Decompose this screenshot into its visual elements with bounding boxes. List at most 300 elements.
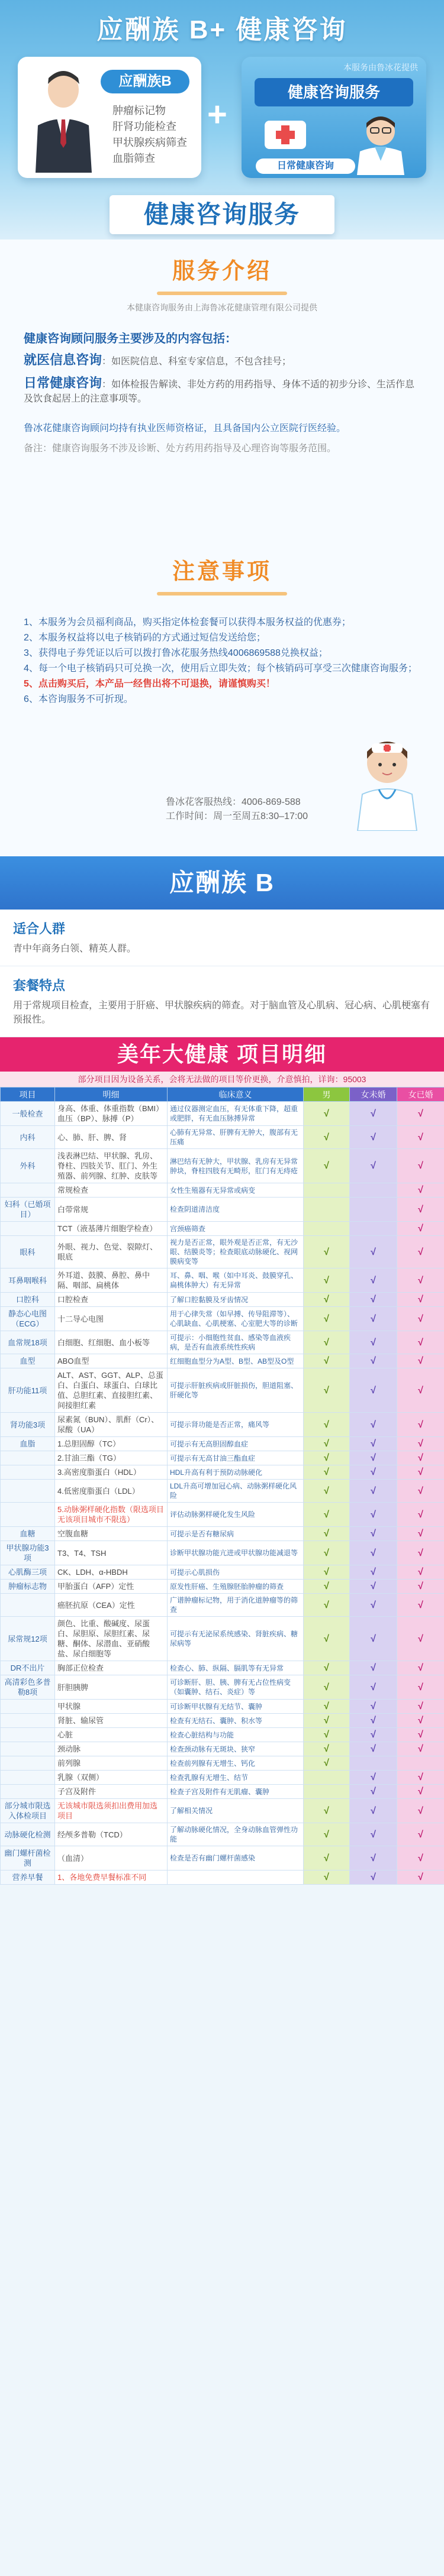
cell-female-unmarried: √ — [350, 1451, 397, 1465]
cell-female-unmarried — [350, 1222, 397, 1236]
table-row — [1, 1503, 444, 1527]
cell-female-married: √ — [397, 1785, 444, 1799]
package-features — [0, 966, 444, 1037]
cell-detail: 无该城市限选须扣出费用加选项目 — [55, 1799, 168, 1823]
table-row — [1, 1480, 444, 1503]
cell-detail: 1、各地免费早餐标准不同 — [55, 1870, 168, 1885]
cell-project: 肿瘤标志物 — [1, 1580, 55, 1594]
cell-male: √ — [304, 1268, 350, 1293]
cell-detail: CK、LDH、α-HBDH — [55, 1565, 168, 1580]
plus-sign: + — [207, 95, 227, 134]
service-qualification: 鲁冰花健康咨询顾问均持有执业医师资格证，且具备国内公立医院行医经验。 — [24, 423, 346, 433]
cell-female-married: √ — [397, 1771, 444, 1785]
cell-female-unmarried: √ — [350, 1728, 397, 1742]
service-provider-note: 本服务由鲁冰花提供 — [343, 63, 418, 72]
cell-female-married: √ — [397, 1594, 444, 1617]
item-detail-table — [0, 1087, 444, 1885]
cell-male: √ — [304, 1480, 350, 1503]
cell-project — [1, 1771, 55, 1785]
table-row — [1, 1437, 444, 1451]
cell-female-married: √ — [397, 1236, 444, 1268]
nurse-illustration — [346, 730, 429, 831]
cell-detail: ALT、AST、GGT、ALP、总蛋白、白蛋白、球蛋白、白球比值、总胆红素、直接胆红素、间接胆红素 — [55, 1368, 168, 1413]
table-row — [1, 1198, 444, 1222]
cell-male: √ — [304, 1661, 350, 1675]
cell-detail: 白细胞、红细胞、血小板等 — [55, 1331, 168, 1354]
cell-project: 高清彩色多普勒8项 — [1, 1675, 55, 1700]
info-text: 用于常规项目检查，主要用于肝癌、甲状腺疾病的筛查。对于脑血管及心肌病、冠心病、心肌梗塞有预报性。 — [13, 1001, 430, 1025]
cell-clinic: 检查子宫及附件有无肌瘤、囊肿 — [168, 1785, 304, 1799]
cell-project: 眼科 — [1, 1236, 55, 1268]
table-row — [1, 1675, 444, 1700]
table-row — [1, 1771, 444, 1785]
cell-female-married: √ — [397, 1268, 444, 1293]
cell-female-unmarried — [350, 1198, 397, 1222]
cell-project: 肾功能3项 — [1, 1413, 55, 1437]
cell-clinic — [168, 1870, 304, 1885]
cell-clinic: 红细胞血型分为A型、B型、AB型及O型 — [168, 1354, 304, 1368]
cell-clinic: 了解动脉硬化情况，全身动脉血管弹性功能 — [168, 1823, 304, 1846]
cell-female-unmarried: √ — [350, 1126, 397, 1149]
table-subtitle: 部分项目因为设备关系，会将无法做的项目等价更换，介意慎拍，详询：95003 — [0, 1072, 444, 1087]
cell-female-married: √ — [397, 1823, 444, 1846]
table-row — [1, 1354, 444, 1368]
service-question: 健康咨询顾问服务主要涉及的内容包括： — [24, 332, 237, 345]
table-title: 美年大健康 项目明细 — [0, 1037, 444, 1072]
cell-project: 肝功能11项 — [1, 1368, 55, 1413]
consult-service-label: 健康咨询服务 — [110, 195, 334, 234]
cell-clinic: 原发性肝癌、生殖腺胚胎肿瘤的筛查 — [168, 1580, 304, 1594]
cell-project: 血糖 — [1, 1527, 55, 1541]
table-row — [1, 1149, 444, 1183]
heading-underline — [157, 292, 287, 295]
cell-project: 血常规18项 — [1, 1331, 55, 1354]
cell-project: 营养早餐 — [1, 1870, 55, 1885]
cell-female-married: √ — [397, 1580, 444, 1594]
cell-clinic: 可提示肾功能是否正常，痛风等 — [168, 1413, 304, 1437]
cell-clinic: 可提示肝脏疾病或肝脏损伤，胆道阻塞、肝硬化等 — [168, 1368, 304, 1413]
cell-detail: 2.甘油三酯（TG） — [55, 1451, 168, 1465]
cell-project: 口腔科 — [1, 1293, 55, 1307]
cell-detail: 肾脏、输尿管 — [55, 1714, 168, 1728]
cell-male: √ — [304, 1846, 350, 1870]
cell-project — [1, 1465, 55, 1480]
table-row — [1, 1714, 444, 1728]
cell-detail: 口腔检查 — [55, 1293, 168, 1307]
cell-female-unmarried: √ — [350, 1714, 397, 1728]
cell-female-unmarried: √ — [350, 1354, 397, 1368]
cell-male: √ — [304, 1870, 350, 1885]
consult-service-card[interactable] — [242, 57, 426, 178]
cell-female-married: √ — [397, 1354, 444, 1368]
cell-female-married: √ — [397, 1714, 444, 1728]
cell-clinic: 检查阴道清洁度 — [168, 1198, 304, 1222]
service-item-text: ：如体检报告解读、非处方药的用药指导、身体不适的初步分诊、生活作息及饮食起居上的注意事项等。 — [24, 380, 415, 404]
doctor-illustration — [348, 110, 413, 175]
item-detail-table-section — [0, 1037, 444, 1885]
cell-female-married: √ — [397, 1183, 444, 1198]
info-heading: 适合人群 — [13, 921, 66, 936]
cell-male: √ — [304, 1728, 350, 1742]
table-row — [1, 1307, 444, 1331]
cell-project: DR不出片 — [1, 1661, 55, 1675]
cell-female-married: √ — [397, 1480, 444, 1503]
cell-male: √ — [304, 1756, 350, 1771]
cell-female-unmarried: √ — [350, 1785, 397, 1799]
cell-detail: 外耳道、鼓膜、鼻腔、鼻中隔、咽部、扁桃体 — [55, 1268, 168, 1293]
cell-male — [304, 1785, 350, 1799]
cell-male: √ — [304, 1700, 350, 1714]
cell-female-unmarried: √ — [350, 1527, 397, 1541]
table-row — [1, 1742, 444, 1756]
cell-clinic: 可提示有无泌尿系统感染、肾脏疾病、糖尿病等 — [168, 1617, 304, 1661]
cell-detail: 4.低密度脂蛋白（LDL） — [55, 1480, 168, 1503]
table-header-row — [1, 1088, 444, 1102]
cell-clinic: 检查颈动脉有无斑块、狭窄 — [168, 1742, 304, 1756]
cell-female-unmarried: √ — [350, 1480, 397, 1503]
cell-project — [1, 1222, 55, 1236]
cell-detail: 颜色、比重、酸碱度、尿蛋白、尿胆原、尿胆红素、尿糖、酮体、尿潜血、亚硝酸盐、尿白细胞等 — [55, 1617, 168, 1661]
hero-banner — [0, 0, 444, 240]
cell-detail: 心脏 — [55, 1728, 168, 1742]
table-row — [1, 1331, 444, 1354]
cell-male — [304, 1183, 350, 1198]
cell-male: √ — [304, 1451, 350, 1465]
cell-detail: T3、T4、TSH — [55, 1541, 168, 1565]
cell-detail: 1.总胆固醇（TC） — [55, 1437, 168, 1451]
cell-detail: 子宫及附件 — [55, 1785, 168, 1799]
cell-female-unmarried: √ — [350, 1236, 397, 1268]
cell-project — [1, 1742, 55, 1756]
cell-detail: 乳腺（双侧） — [55, 1771, 168, 1785]
cell-female-married: √ — [397, 1565, 444, 1580]
cell-clinic: 了解口腔黏膜及牙齿情况 — [168, 1293, 304, 1307]
package-item: 血脂筛查 — [112, 153, 155, 164]
table-row — [1, 1661, 444, 1675]
col-header-male: 男 — [304, 1088, 350, 1102]
table-body — [1, 1102, 444, 1885]
contact-info — [166, 795, 308, 824]
package-items — [112, 103, 187, 167]
cell-female-married: √ — [397, 1198, 444, 1222]
cell-male: √ — [304, 1541, 350, 1565]
cell-clinic: 评估动脉粥样硬化发生风险 — [168, 1503, 304, 1527]
cell-female-unmarried: √ — [350, 1413, 397, 1437]
cell-female-unmarried: √ — [350, 1799, 397, 1823]
notice-section — [0, 541, 444, 856]
cell-project — [1, 1451, 55, 1465]
cell-female-married: √ — [397, 1331, 444, 1354]
table-row — [1, 1236, 444, 1268]
notice-list — [24, 616, 420, 706]
cell-male: √ — [304, 1465, 350, 1480]
notice-item: 4、每一个电子核销码只可兑换一次，使用后立即失效；每个核销码可享受三次健康咨询服务； — [24, 664, 417, 674]
heading-underline — [157, 592, 287, 596]
cell-female-unmarried: √ — [350, 1700, 397, 1714]
col-header-project: 项目 — [1, 1088, 55, 1102]
cell-female-unmarried: √ — [350, 1293, 397, 1307]
cell-clinic: 用于心律失常（如早搏、传导阻滞等）、心肌缺血、心肌梗塞、心室肥大等的诊断 — [168, 1307, 304, 1331]
cell-female-unmarried: √ — [350, 1661, 397, 1675]
package-banner: 应酬族 B — [0, 856, 444, 910]
service-intro-section — [0, 240, 444, 541]
cell-clinic: 宫颈癌筛查 — [168, 1222, 304, 1236]
cell-project — [1, 1700, 55, 1714]
service-badge: 日常健康咨询 — [256, 158, 355, 174]
cell-male: √ — [304, 1675, 350, 1700]
cell-detail: 浅表淋巴结、甲状腺、乳房、脊柱、四肢关节、肛门、外生殖器、前列腺、红肿、皮肤等 — [55, 1149, 168, 1183]
cell-male: √ — [304, 1714, 350, 1728]
cell-detail: 尿素氮（BUN）、肌酐（Cr）、尿酸（UA） — [55, 1413, 168, 1437]
cell-detail: 白带常规 — [55, 1198, 168, 1222]
cell-clinic: 可提示有无高甘油三酯血症 — [168, 1451, 304, 1465]
cell-female-unmarried: √ — [350, 1307, 397, 1331]
cell-female-married: √ — [397, 1728, 444, 1742]
cell-female-unmarried: √ — [350, 1771, 397, 1785]
cell-female-married: √ — [397, 1149, 444, 1183]
cell-project — [1, 1728, 55, 1742]
cell-male: √ — [304, 1236, 350, 1268]
cell-clinic: 检查前列腺有无增生、钙化 — [168, 1756, 304, 1771]
cell-project: 部分城市限选入体检项目 — [1, 1799, 55, 1823]
cell-detail: 外眼、视力、色觉、裂隙灯、眼底 — [55, 1236, 168, 1268]
table-row — [1, 1368, 444, 1413]
cell-clinic: 广谱肿瘤标记物，用于消化道肿瘤等的筛查 — [168, 1594, 304, 1617]
cell-male: √ — [304, 1293, 350, 1307]
cell-clinic: LDL升高可增加冠心病、动脉粥样硬化风险 — [168, 1480, 304, 1503]
cell-clinic: 检查是否有幽门螺杆菌感染 — [168, 1846, 304, 1870]
table-row — [1, 1799, 444, 1823]
cell-female-unmarried: √ — [350, 1675, 397, 1700]
medical-cross-icon — [262, 116, 309, 151]
cell-female-married: √ — [397, 1527, 444, 1541]
col-header-detail: 明细 — [55, 1088, 168, 1102]
table-row — [1, 1823, 444, 1846]
table-row — [1, 1102, 444, 1126]
hero-title: 应酬族 B+ 健康咨询 — [96, 15, 348, 44]
cell-detail: 空腹血糖 — [55, 1527, 168, 1541]
cell-male: √ — [304, 1503, 350, 1527]
cell-male: √ — [304, 1331, 350, 1354]
cell-project — [1, 1594, 55, 1617]
table-row — [1, 1617, 444, 1661]
cell-female-unmarried: √ — [350, 1565, 397, 1580]
cell-female-unmarried: √ — [350, 1465, 397, 1480]
table-row — [1, 1594, 444, 1617]
cell-male: √ — [304, 1823, 350, 1846]
cell-male: √ — [304, 1617, 350, 1661]
cell-clinic: 可诊断肝、胆、胰、脾有无占位性病变（如囊肿、结石、炎症）等 — [168, 1675, 304, 1700]
cell-male: √ — [304, 1742, 350, 1756]
service-caption: 本健康咨询服务由上海鲁冰花健康管理有限公司提供 — [127, 303, 317, 312]
cell-detail: 常规检查 — [55, 1183, 168, 1198]
cell-clinic: 通过仪器测定血压，有无体重下降，超重或肥胖，有无血压脉搏异常 — [168, 1102, 304, 1126]
cell-female-married: √ — [397, 1675, 444, 1700]
cell-clinic: 耳、鼻、咽、喉（如中耳炎、鼓膜穿孔、扁桃体肿大）有无异常 — [168, 1268, 304, 1293]
cell-female-married: √ — [397, 1451, 444, 1465]
service-heading: 服务介绍 — [172, 259, 272, 284]
cell-female-married: √ — [397, 1846, 444, 1870]
table-row — [1, 1293, 444, 1307]
businessman-illustration — [30, 66, 98, 173]
cell-project — [1, 1503, 55, 1527]
cell-project — [1, 1183, 55, 1198]
info-heading: 套餐特点 — [13, 978, 66, 993]
cell-detail: 心、肺、肝、脾、肾 — [55, 1126, 168, 1149]
cell-female-unmarried: √ — [350, 1437, 397, 1451]
package-item: 肝肾功能检查 — [112, 121, 176, 132]
cell-clinic: 淋巴结有无肿大，甲状腺、乳房有无异常肿块，脊柱四肢有无畸形，肛门有无痔疮 — [168, 1149, 304, 1183]
cell-female-married: √ — [397, 1870, 444, 1885]
cell-female-unmarried: √ — [350, 1503, 397, 1527]
service-title: 健康咨询服务 — [255, 78, 413, 106]
cell-female-unmarried: √ — [350, 1823, 397, 1846]
cell-clinic: 可提示有无高胆固醇血症 — [168, 1437, 304, 1451]
cell-female-married: √ — [397, 1617, 444, 1661]
notice-item-warning: 5、点击购买后，本产品一经售出将不可退换，请谨慎购买！ — [24, 679, 275, 689]
cell-project: 血型 — [1, 1354, 55, 1368]
cell-project: 动脉硬化检测 — [1, 1823, 55, 1846]
cell-clinic: 视力是否正常，眼外观是否正常，有无沙眼、结膜炎等；检查眼底动脉硬化、视网膜病变等 — [168, 1236, 304, 1268]
cell-project: 妇科（已婚项目） — [1, 1198, 55, 1222]
cell-female-unmarried: √ — [350, 1870, 397, 1885]
notice-heading: 注意事项 — [172, 559, 272, 584]
cell-female-married: √ — [397, 1742, 444, 1756]
cell-detail: 癌胚抗原（CEA）定性 — [55, 1594, 168, 1617]
cell-detail: 5.动脉粥样硬化指数（限选项目 无该项目城市不限选） — [55, 1503, 168, 1527]
cell-clinic: 心肺有无异常、肝脾有无肿大，腹部有无压痛 — [168, 1126, 304, 1149]
cell-project: 内科 — [1, 1126, 55, 1149]
cell-clinic: 了解相关情况 — [168, 1799, 304, 1823]
cell-project: 耳鼻咽喉科 — [1, 1268, 55, 1293]
table-row — [1, 1465, 444, 1480]
table-row — [1, 1183, 444, 1198]
cell-female-married: √ — [397, 1102, 444, 1126]
cell-male: √ — [304, 1307, 350, 1331]
info-text: 青中年商务白领、精英人群。 — [13, 944, 137, 954]
cell-female-unmarried: √ — [350, 1268, 397, 1293]
table-row — [1, 1846, 444, 1870]
cell-female-unmarried: √ — [350, 1331, 397, 1354]
cell-clinic: 女性生殖器有无异常或病变 — [168, 1183, 304, 1198]
cell-project: 一般检查 — [1, 1102, 55, 1126]
cell-female-married: √ — [397, 1307, 444, 1331]
cell-male: √ — [304, 1565, 350, 1580]
table-row — [1, 1700, 444, 1714]
table-row — [1, 1565, 444, 1580]
cell-male: √ — [304, 1354, 350, 1368]
table-row — [1, 1268, 444, 1293]
table-row — [1, 1451, 444, 1465]
cell-male: √ — [304, 1527, 350, 1541]
suitable-crowd — [0, 910, 444, 966]
cell-female-married: √ — [397, 1222, 444, 1236]
cell-female-unmarried: √ — [350, 1617, 397, 1661]
table-row — [1, 1527, 444, 1541]
package-item: 肿瘤标记物 — [112, 105, 166, 116]
cell-female-married — [397, 1756, 444, 1771]
cell-project: 静态心电图（ECG） — [1, 1307, 55, 1331]
cell-project — [1, 1480, 55, 1503]
cell-female-married: √ — [397, 1368, 444, 1413]
cell-detail: TCT（液基薄片细胞学检查） — [55, 1222, 168, 1236]
cell-project: 甲状腺功能3项 — [1, 1541, 55, 1565]
cell-detail: 甲状腺 — [55, 1700, 168, 1714]
cell-project: 外科 — [1, 1149, 55, 1183]
cell-female-unmarried: √ — [350, 1368, 397, 1413]
contact-hotline[interactable]: 鲁冰花客服热线：4006-869-588 — [166, 797, 301, 807]
service-item-label: 就医信息咨询 — [24, 352, 102, 367]
cell-female-married: √ — [397, 1465, 444, 1480]
cell-clinic: 可诊断甲状腺有无结节、囊肿 — [168, 1700, 304, 1714]
cell-clinic: 检查乳腺有无增生、结节 — [168, 1771, 304, 1785]
cell-detail: 身高、体重、体重指数（BMI）血压（BP）、脉搏（P） — [55, 1102, 168, 1126]
cell-male: √ — [304, 1594, 350, 1617]
cell-female-unmarried: √ — [350, 1580, 397, 1594]
table-row — [1, 1785, 444, 1799]
notice-item: 1、本服务为会员福利商品，购买指定体检套餐可以获得本服务权益的优惠券； — [24, 617, 351, 627]
package-item: 甲状腺疾病筛查 — [112, 137, 187, 148]
cell-clinic: 可提示：小细胞性贫血、感染等血液疾病，是否有血液系统性疾病 — [168, 1331, 304, 1354]
cell-male: √ — [304, 1799, 350, 1823]
cell-clinic: 检查有无结石、囊肿、积水等 — [168, 1714, 304, 1728]
cell-project: 血脂 — [1, 1437, 55, 1451]
cell-male: √ — [304, 1368, 350, 1413]
cell-detail: 前列腺 — [55, 1756, 168, 1771]
cell-female-unmarried: √ — [350, 1594, 397, 1617]
cell-project — [1, 1785, 55, 1799]
cell-male: √ — [304, 1102, 350, 1126]
cell-female-unmarried — [350, 1756, 397, 1771]
service-item-label: 日常健康咨询 — [24, 376, 102, 390]
table-row — [1, 1541, 444, 1565]
notice-item: 2、本服务权益将以电子核销码的方式通过短信发送给您； — [24, 633, 266, 643]
cell-clinic: 可提示心肌损伤 — [168, 1565, 304, 1580]
service-item — [24, 353, 420, 369]
cell-detail: ABO血型 — [55, 1354, 168, 1368]
cell-clinic: 诊断甲状腺功能亢进或甲状腺功能减退等 — [168, 1541, 304, 1565]
col-header-female-married: 女已婚 — [397, 1088, 444, 1102]
cell-detail: 肝胆胰脾 — [55, 1675, 168, 1700]
cell-female-unmarried: √ — [350, 1149, 397, 1183]
cell-male: √ — [304, 1126, 350, 1149]
package-card[interactable] — [18, 57, 201, 178]
col-header-female-unmarried: 女未婚 — [350, 1088, 397, 1102]
cell-detail: 颈动脉 — [55, 1742, 168, 1756]
cell-female-married: √ — [397, 1293, 444, 1307]
cell-male: √ — [304, 1580, 350, 1594]
cell-clinic: HDL升高有利于预防动脉硬化 — [168, 1465, 304, 1480]
table-row — [1, 1728, 444, 1742]
cell-female-married: √ — [397, 1700, 444, 1714]
cell-project: 幽门螺杆菌检测 — [1, 1846, 55, 1870]
cell-clinic: 可提示是否有糖尿病 — [168, 1527, 304, 1541]
cell-detail: 3.高密度脂蛋白（HDL） — [55, 1465, 168, 1480]
cell-project: 尿常规12项 — [1, 1617, 55, 1661]
cell-female-unmarried: √ — [350, 1742, 397, 1756]
cell-male — [304, 1198, 350, 1222]
cell-project: 心肌酶三项 — [1, 1565, 55, 1580]
cell-female-unmarried — [350, 1183, 397, 1198]
cell-detail: 甲胎蛋白（AFP）定性 — [55, 1580, 168, 1594]
table-row — [1, 1222, 444, 1236]
service-item-text: ：如医院信息、科室专家信息，不包含挂号； — [102, 357, 292, 367]
cell-female-married: √ — [397, 1541, 444, 1565]
cell-female-married: √ — [397, 1126, 444, 1149]
cell-clinic: 检查心脏结构与功能 — [168, 1728, 304, 1742]
cell-female-unmarried: √ — [350, 1102, 397, 1126]
cell-female-unmarried: √ — [350, 1846, 397, 1870]
